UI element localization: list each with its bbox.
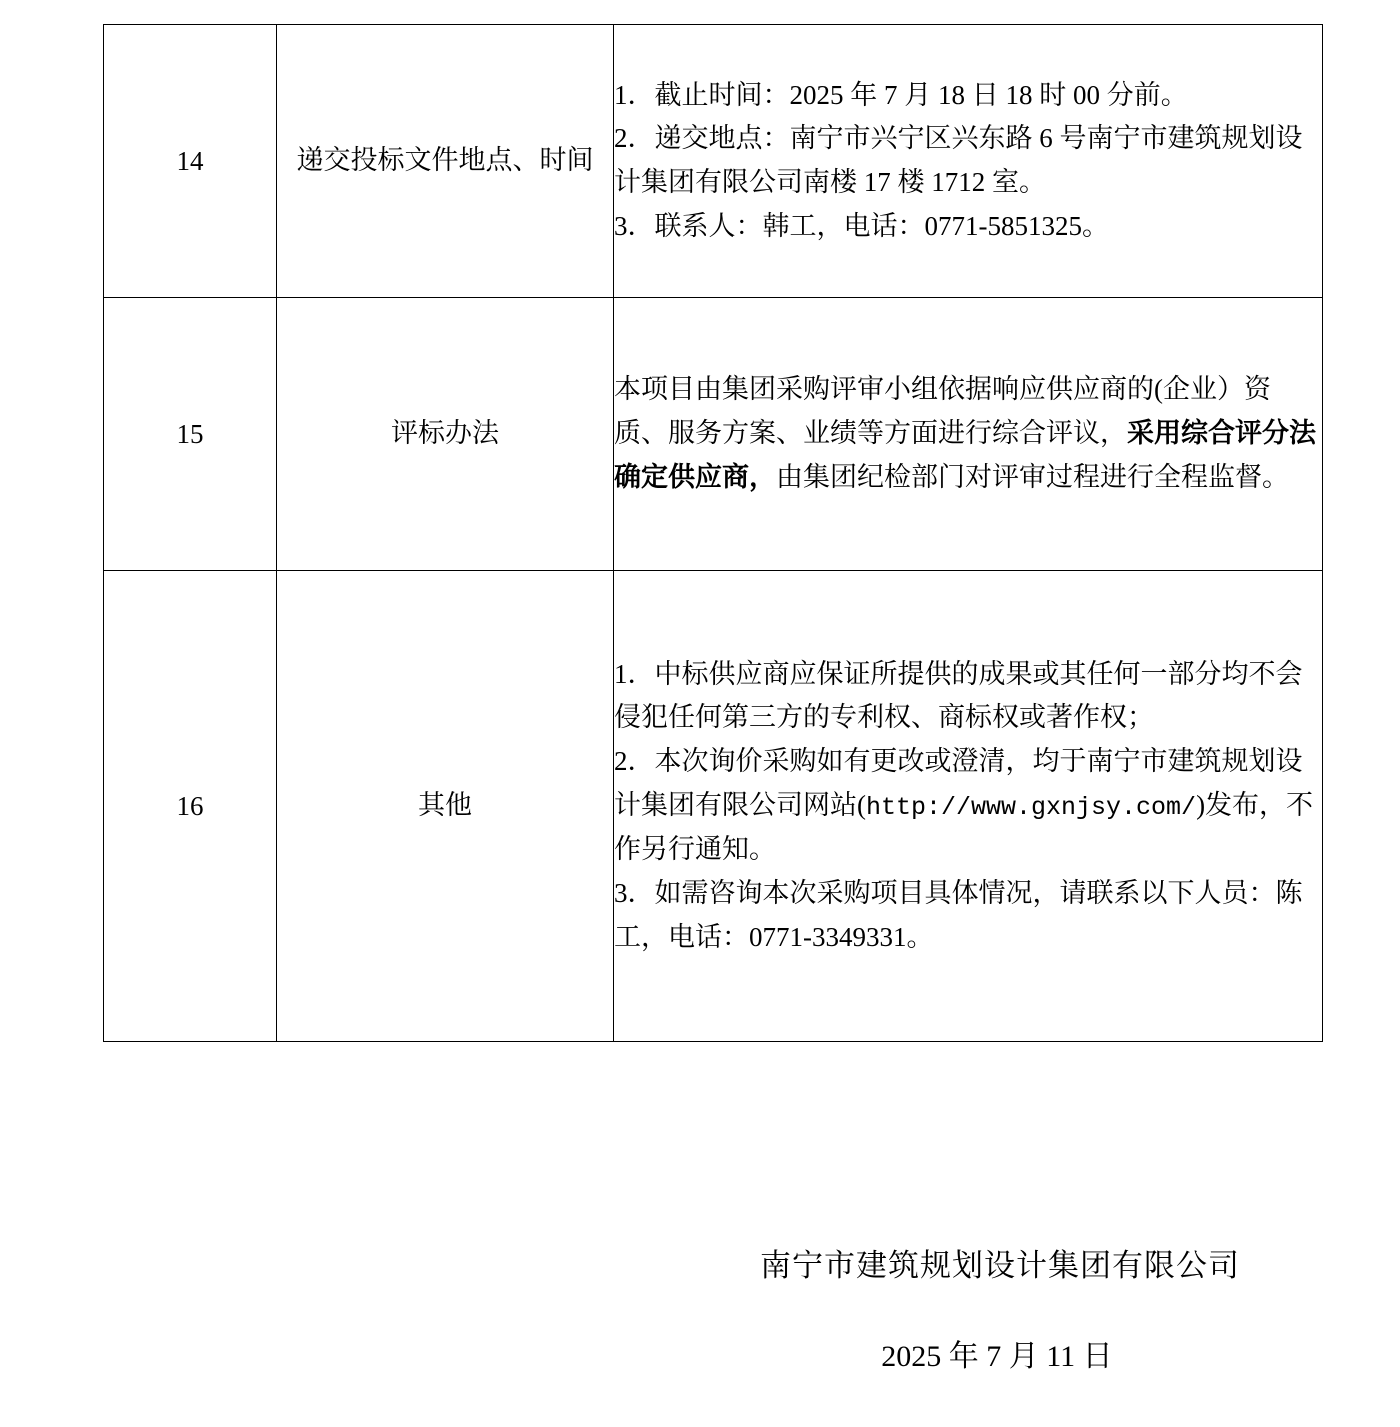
procurement-notice-table [103,24,1323,1042]
website-url[interactable]: http://www.gxnjsy.com/ [866,792,1197,822]
table-row [104,25,1323,298]
other-text-part1: 2．本次询价采购如有更改或澄清，均于南宁市建筑规划设计集团有限公司网站( [614,746,1303,820]
content-line: 2．递交地点：南宁市兴宁区兴东路 6 号南宁市建筑规划设计集团有限公司南楼 17 楼 1712 室。 [614,123,1303,197]
signature-date: 2025 年 7 月 11 日 [881,1340,1113,1373]
evaluation-text-part1: 本项目由集团采购评审小组依据响应供应商的(企业）资质、服务方案、业绩等方面进行综合评议， [614,374,1271,449]
row-item-cell: 递交投标文件地点、时间 [277,25,614,298]
row-number-cell: 14 [104,25,277,298]
row-number-cell: 15 [104,298,277,571]
table-row [104,298,1323,571]
content-line-evaluation [614,368,1322,499]
row-item-cell: 其他 [277,571,614,1042]
row-number-cell: 16 [104,571,277,1042]
evaluation-bold-fragment: 采用综合评分法确定供应商， [614,418,1316,492]
evaluation-text-part2: 由集团纪检部门对评审过程进行全程监督。 [776,461,1289,492]
content-line-with-url [614,740,1322,872]
content-line: 1．中标供应商应保证所提供的成果或其任何一部分均不会侵犯任何第三方的专利权、商标权或著作权； [614,658,1303,733]
signature-company: 南宁市建筑规划设计集团有限公司 [760,1248,1240,1283]
row-content-cell [614,298,1323,571]
signature-block [700,1240,1300,1375]
table-row [104,571,1323,1042]
content-line: 3．联系人：韩工，电话：0771-5851325。 [614,210,1109,241]
other-text-part2: )发布，不作另行通知。 [614,789,1314,865]
row-content-cell [614,25,1323,298]
row-item-cell: 评标办法 [277,298,614,571]
content-line: 3．如需咨询本次采购项目具体情况，请联系以下人员：陈工，电话：0771-3349331。 [614,877,1303,952]
row-content-cell [614,571,1323,1042]
content-line: 1．截止时间：2025 年 7 月 18 日 18 时 00 分前。 [614,79,1188,110]
